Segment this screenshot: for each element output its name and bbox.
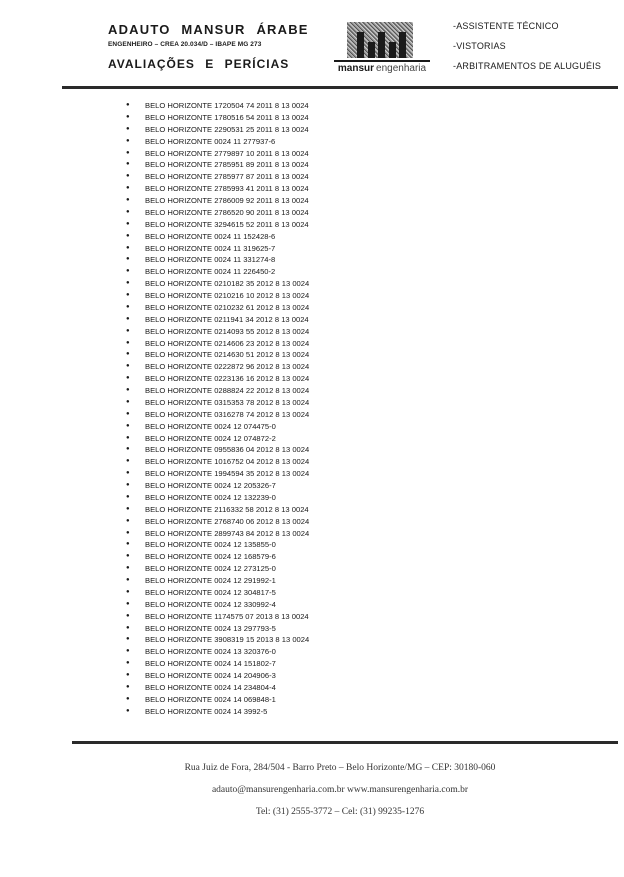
record-text: BELO HORIZONTE 1016752 04 2012 8 13 0024: [145, 457, 310, 467]
services-list: [453, 21, 601, 81]
record-text: BELO HORIZONTE 0024 11 226450-2: [145, 267, 276, 277]
record-list-item: [126, 100, 309, 112]
record-list-item: [126, 254, 309, 266]
bullet-icon: ●: [126, 422, 130, 429]
record-text: BELO HORIZONTE 0024 11 331274-8: [145, 255, 276, 265]
record-text: BELO HORIZONTE 0223136 16 2012 8 13 0024: [145, 374, 310, 384]
record-list-item: [126, 706, 309, 718]
record-text: BELO HORIZONTE 0024 12 074475-0: [145, 421, 276, 431]
firm-name: ADAUTO MANSUR ÁRABE: [108, 22, 309, 37]
record-list-item: [126, 219, 309, 231]
record-list-item: [126, 516, 309, 528]
logo-text-mansur: mansur: [337, 63, 375, 74]
footer-divider: [72, 741, 618, 744]
record-text: BELO HORIZONTE 0214606 23 2012 8 13 0024: [145, 338, 310, 348]
record-list-item: [126, 314, 309, 326]
bullet-icon: ●: [126, 173, 130, 180]
bullet-icon: ●: [126, 541, 130, 548]
record-list-item: [126, 124, 309, 136]
record-text: BELO HORIZONTE 0024 11 277937-6: [145, 136, 276, 146]
bullet-icon: ●: [126, 232, 130, 239]
record-list-item: [126, 361, 309, 373]
firm-tagline: AVALIAÇÕES E PERÍCIAS: [108, 57, 290, 71]
record-text: BELO HORIZONTE 2290531 25 2011 8 13 0024: [145, 124, 309, 134]
record-list-item: [126, 623, 309, 635]
bullet-icon: ●: [126, 149, 130, 156]
record-text: BELO HORIZONTE 0024 12 168579-6: [145, 552, 276, 562]
bullet-icon: ●: [126, 565, 130, 572]
bullet-icon: ●: [126, 339, 130, 346]
firm-subtitle: ENGENHEIRO – CREA 20.034/D – IBAPE MG 273: [108, 41, 262, 48]
footer-address: Rua Juiz de Fora, 284/504 - Barro Preto – Belo Horizonte/MG – CEP: 30180-060: [184, 763, 496, 773]
bullet-icon: ●: [126, 458, 130, 465]
record-list-item: [126, 278, 309, 290]
record-list-item: [126, 159, 309, 171]
record-text: BELO HORIZONTE 1720504 74 2011 8 13 0024: [145, 101, 309, 110]
bullet-icon: ●: [126, 588, 130, 595]
record-text: BELO HORIZONTE 2899743 84 2012 8 13 0024: [145, 528, 310, 538]
logo-divider: [334, 60, 430, 62]
record-text: BELO HORIZONTE 2786520 90 2011 8 13 0024: [145, 207, 309, 217]
records-list: [126, 100, 309, 718]
record-list-item: [126, 456, 309, 468]
record-list-item: [126, 183, 309, 195]
bullet-icon: ●: [126, 256, 130, 263]
bullet-icon: ●: [126, 577, 130, 583]
record-list-item: [126, 599, 309, 611]
record-list-item: [126, 468, 309, 480]
record-text: BELO HORIZONTE 1174575 07 2013 8 13 0024: [145, 611, 309, 621]
service-item: -ARBITRAMENTOS DE ALUGUÉIS: [453, 61, 602, 71]
record-text: BELO HORIZONTE 2768740 06 2012 8 13 0024: [145, 516, 310, 526]
record-text: BELO HORIZONTE 0024 12 074872-2: [145, 433, 276, 443]
record-text: BELO HORIZONTE 0210232 61 2012 8 13 0024: [145, 302, 310, 312]
record-list-item: [126, 421, 309, 433]
bullet-icon: ●: [126, 434, 130, 441]
record-list-item: [126, 646, 309, 658]
record-text: BELO HORIZONTE 0024 12 330992-4: [145, 599, 276, 609]
record-list-item: [126, 611, 309, 623]
record-text: BELO HORIZONTE 0024 12 291992-1: [145, 576, 276, 585]
record-text: BELO HORIZONTE 2779897 10 2011 8 13 0024: [145, 148, 309, 158]
record-list-item: [126, 302, 309, 314]
record-text: BELO HORIZONTE 0024 12 304817-5: [145, 587, 276, 597]
logo-text-engenharia: engenharia: [376, 63, 427, 74]
bullet-icon: ●: [126, 612, 130, 619]
record-text: BELO HORIZONTE 2116332 58 2012 8 13 0024: [145, 504, 309, 514]
bullet-icon: ●: [126, 648, 130, 655]
bullet-icon: ●: [126, 672, 130, 678]
record-list-item: [126, 349, 309, 361]
record-text: BELO HORIZONTE 3908319 15 2013 8 13 0024: [145, 635, 310, 645]
record-list-item: [126, 385, 309, 397]
record-list-item: [126, 171, 309, 183]
bullet-icon: ●: [126, 351, 130, 358]
bullet-icon: ●: [126, 493, 130, 500]
record-text: BELO HORIZONTE 0211941 34 2012 8 13 0024: [145, 314, 309, 324]
bullet-icon: ●: [126, 375, 130, 382]
bullet-icon: ●: [126, 505, 130, 512]
record-list-item: [126, 539, 309, 551]
record-text: BELO HORIZONTE 0024 14 204906-3: [145, 671, 276, 680]
record-list-item: [126, 444, 309, 456]
record-list-item: [126, 634, 309, 646]
bullet-icon: ●: [126, 695, 130, 702]
record-text: BELO HORIZONTE 0024 12 205326-7: [145, 481, 276, 490]
record-text: BELO HORIZONTE 0024 11 152428-6: [145, 231, 276, 241]
bullet-icon: ●: [126, 292, 130, 298]
bullet-icon: ●: [126, 707, 130, 714]
record-list-item: [126, 148, 309, 160]
record-text: BELO HORIZONTE 0955836 04 2012 8 13 0024: [145, 445, 310, 455]
record-list-item: [126, 231, 309, 243]
record-text: BELO HORIZONTE 0024 14 151802-7: [145, 659, 276, 669]
bullet-icon: ●: [126, 315, 130, 322]
bullet-icon: ●: [126, 303, 130, 310]
bullet-icon: ●: [126, 446, 130, 453]
record-list-item: [126, 290, 309, 302]
record-list-item: [126, 504, 309, 516]
record-text: BELO HORIZONTE 1780516 54 2011 8 13 0024: [145, 112, 309, 122]
record-text: BELO HORIZONTE 0024 11 319625-7: [145, 243, 276, 253]
record-text: BELO HORIZONTE 0024 12 273125-0: [145, 564, 276, 574]
record-list-item: [126, 658, 309, 670]
record-list-item: [126, 112, 309, 124]
record-text: BELO HORIZONTE 0024 13 320376-0: [145, 647, 276, 657]
record-list-item: [126, 397, 309, 409]
bullet-icon: ●: [126, 410, 130, 417]
record-list-item: [126, 136, 309, 148]
footer-contact: adauto@mansurengenharia.com.br www.mansurengenharia.com.br: [211, 785, 469, 795]
record-list-item: [126, 694, 309, 706]
record-list-item: [126, 563, 309, 575]
record-list-item: [126, 243, 309, 255]
record-list-item: [126, 409, 309, 421]
bullet-icon: ●: [126, 220, 130, 227]
record-list-item: [126, 433, 309, 445]
bullet-icon: ●: [126, 636, 130, 643]
record-text: BELO HORIZONTE 0024 14 069848-1: [145, 694, 276, 704]
bullet-icon: ●: [126, 327, 130, 334]
bullet-icon: ●: [126, 208, 130, 215]
record-list-item: [126, 373, 309, 385]
bullet-icon: ●: [126, 244, 130, 251]
record-text: BELO HORIZONTE 0222872 96 2012 8 13 0024: [145, 362, 310, 372]
bullet-icon: ●: [126, 268, 130, 275]
bullet-icon: ●: [126, 482, 130, 488]
bullet-icon: ●: [126, 137, 130, 144]
record-text: BELO HORIZONTE 2785993 41 2011 8 13 0024: [145, 184, 309, 194]
bullet-icon: ●: [126, 517, 130, 524]
record-text: BELO HORIZONTE 2785951 89 2011 8 13 0024: [145, 160, 309, 170]
record-list-item: [126, 207, 309, 219]
bullet-icon: ●: [126, 683, 130, 690]
record-text: BELO HORIZONTE 2786009 92 2011 8 13 0024: [145, 196, 309, 205]
firm-header: [108, 22, 309, 71]
bullet-icon: ●: [126, 363, 130, 370]
record-text: BELO HORIZONTE 3294615 52 2011 8 13 0024: [145, 219, 309, 229]
bullet-icon: ●: [126, 197, 130, 203]
record-list-item: [126, 266, 309, 278]
record-list-item: [126, 575, 309, 587]
bullet-icon: ●: [126, 185, 130, 192]
bullet-icon: ●: [126, 624, 130, 631]
bullet-icon: ●: [126, 280, 130, 287]
bullet-icon: ●: [126, 660, 130, 667]
bullet-icon: ●: [126, 161, 130, 168]
record-text: BELO HORIZONTE 0214630 51 2012 8 13 0024: [145, 350, 310, 360]
record-text: BELO HORIZONTE 0024 12 135855-0: [145, 540, 276, 550]
bullet-icon: ●: [126, 470, 130, 477]
record-text: BELO HORIZONTE 0024 13 297793-5: [145, 623, 276, 633]
bullet-icon: ●: [126, 113, 130, 120]
record-text: BELO HORIZONTE 0024 14 3992-5: [145, 706, 268, 716]
bullet-icon: ●: [126, 125, 130, 132]
record-text: BELO HORIZONTE 1994594 35 2012 8 13 0024: [145, 469, 310, 479]
record-list-item: [126, 528, 309, 540]
record-text: BELO HORIZONTE 0316278 74 2012 8 13 0024: [145, 409, 310, 419]
service-item: -VISTORIAS: [453, 41, 506, 51]
bullet-icon: ●: [126, 102, 130, 108]
record-list-item: [126, 326, 309, 338]
bullet-icon: ●: [126, 529, 130, 536]
record-list-item: [126, 480, 309, 492]
service-item: -ASSISTENTE TÉCNICO: [453, 21, 559, 31]
record-list-item: [126, 195, 309, 207]
record-list-item: [126, 551, 309, 563]
record-text: BELO HORIZONTE 2785977 87 2011 8 13 0024: [145, 172, 309, 182]
record-list-item: [126, 670, 309, 682]
bullet-icon: ●: [126, 553, 130, 560]
record-text: BELO HORIZONTE 0210216 10 2012 8 13 0024: [145, 291, 310, 300]
record-text: BELO HORIZONTE 0288824 22 2012 8 13 0024: [145, 386, 310, 395]
record-text: BELO HORIZONTE 0214093 55 2012 8 13 0024: [145, 326, 310, 336]
footer-phones: Tel: (31) 2555-3772 – Cel: (31) 99235-1276: [255, 807, 425, 817]
record-text: BELO HORIZONTE 0024 12 132239-0: [145, 492, 276, 502]
bullet-icon: ●: [126, 387, 130, 393]
bullet-icon: ●: [126, 398, 130, 405]
record-list-item: [126, 587, 309, 599]
record-text: BELO HORIZONTE 0024 14 234804-4: [145, 682, 276, 692]
header-divider: [62, 86, 618, 89]
company-logo: [334, 22, 430, 74]
record-list-item: [126, 492, 309, 504]
logo-wordmark: [334, 63, 430, 74]
record-list-item: [126, 338, 309, 350]
bullet-icon: ●: [126, 600, 130, 607]
logo-mark-icon: [347, 22, 413, 58]
record-text: BELO HORIZONTE 0210182 35 2012 8 13 0024: [145, 279, 310, 289]
record-text: BELO HORIZONTE 0315353 78 2012 8 13 0024: [145, 397, 310, 407]
record-list-item: [126, 682, 309, 694]
